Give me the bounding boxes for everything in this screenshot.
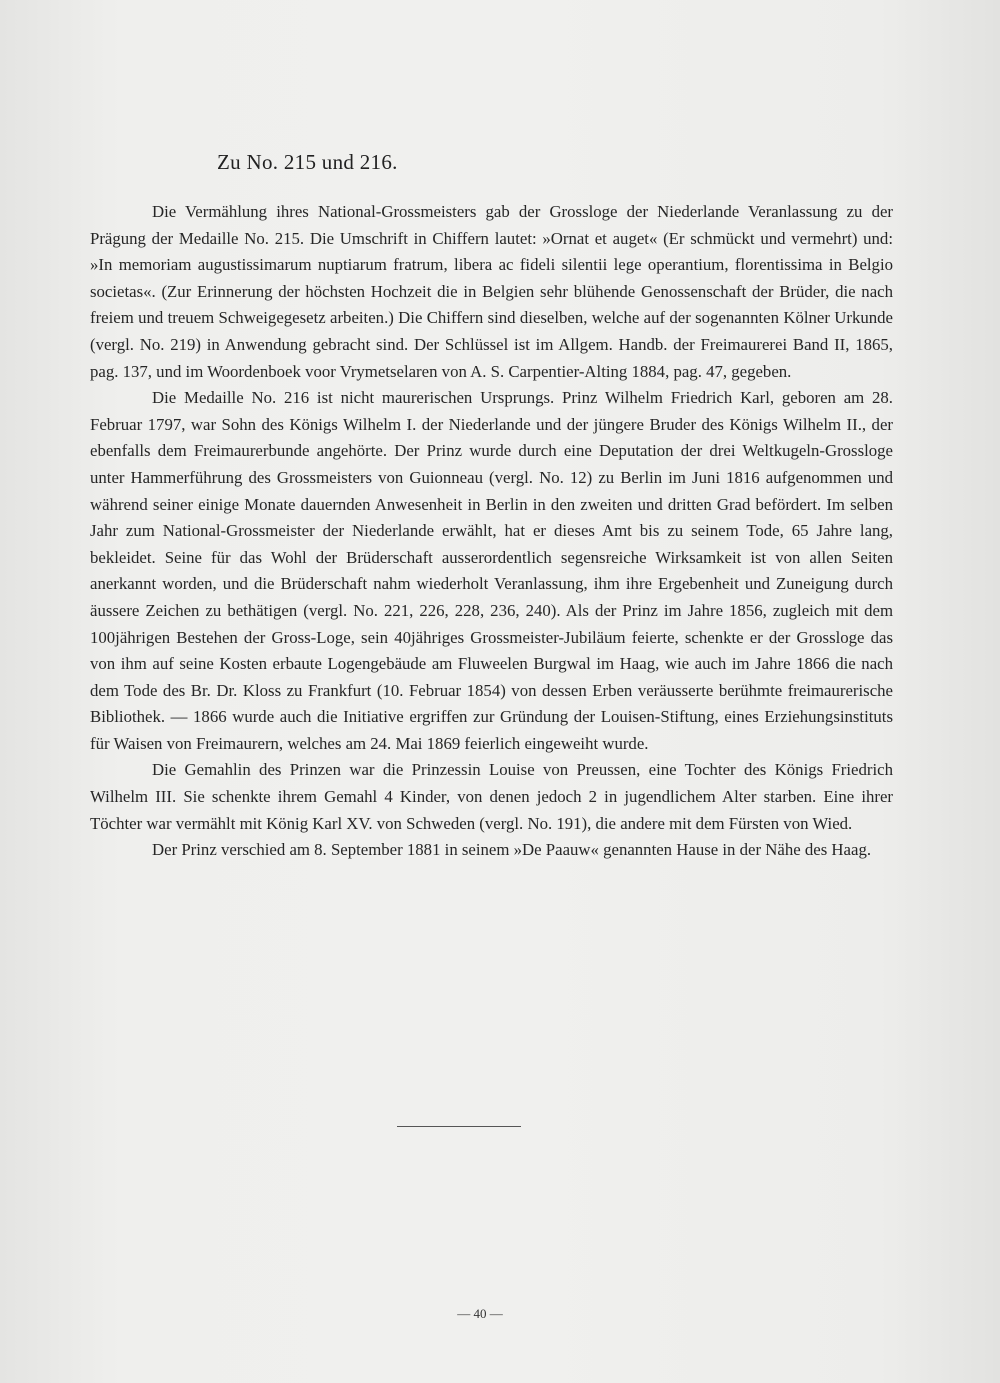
page-number: — 40 — <box>457 1306 503 1321</box>
section-heading: Zu No. 215 und 216. <box>217 150 398 174</box>
paragraph-spouse: Die Gemahlin des Prinzen war die Prinzessin Louise von Preussen, eine Tochter des Königs Friedrich Wilhelm III. Sie schenkte ihrem Gemahl 4 Kinder, von denen jedoch 2 in jugendlichem Alter starben. Eine ihrer Töchter war vermählt mit König Karl XV. von Schweden (vergl. No. 191), die andere mit dem Fürsten von Wied. <box>90 760 893 833</box>
section-divider <box>397 1126 521 1127</box>
paragraph-medal-215: Die Vermählung ihres National-Grossmeisters gab der Grossloge der Niederlande Veranlassung zu der Prägung der Medaille No. 215. Die Umschrift in Chiffern lautet: »Ornat et auget« (Er schmückt und vermehrt) und: »In memoriam augustissimarum nuptiarum fratrum, libera ac fideli silentii lege operantium, florentissima in Belgio societas«. (Zur Erinnerung der höchsten Hochzeit die in Belgien sehr blühende Genossenschaft der Brüder, die nach freiem und treuem Schweigegesetz arbeiten.) Die Chiffern sind dieselben, welche auf der sogenannten Kölner Urkunde (vergl. No. 219) in Anwendung gebracht sind. Der Schlüssel ist im Allgem. Handb. der Freimaurerei Band II, 1865, pag. 137, und im Woordenboek voor Vrymetselaren von A. S. Carpentier-Alting 1884, pag. 47, gegeben. <box>90 202 893 381</box>
body-text <box>90 199 893 864</box>
paragraph-death: Der Prinz verschied am 8. September 1881 in seinem »De Paauw« genannten Hause in der Nähe des Haag. <box>152 840 872 860</box>
paragraph-medal-216: Die Medaille No. 216 ist nicht maurerischen Ursprungs. Prinz Wilhelm Friedrich Karl, geboren am 28. Februar 1797, war Sohn des Königs Wilhelm I. der Niederlande und der jüngere Bruder des Königs Wilhelm II., der ebenfalls dem Freimaurerbunde angehörte. Der Prinz wurde durch eine Deputation der drei Weltkugeln-Grossloge unter Hammerführung des Grossmeisters von Guionneau (vergl. No. 12) zu Berlin im Juni 1816 aufgenommen und während seiner einige Monate dauernden Anwesenheit in Berlin in den zweiten und dritten Grad befördert. Im selben Jahr zum National-Grossmeister der Niederlande erwählt, hat er dieses Amt bis zu seinem Tode, 65 Jahre lang, bekleidet. Seine für das Wohl der Brüderschaft ausserordentlich segensreiche Wirksamkeit ist von allen Seiten anerkannt worden, und die Brüderschaft nahm wiederholt Veranlassung, ihm ihre Ergebenheit und Zuneigung durch äussere Zeichen zu bethätigen (vergl. No. 221, 226, 228, 236, 240). Als der Prinz im Jahre 1856, zugleich mit dem 100jährigen Bestehen der Gross-Loge, sein 40jähriges Grossmeister-Jubiläum feierte, schenkte er der Grossloge das von ihm auf seine Kosten erbaute Logengebäude am Fluweelen Burgwal im Haag, wie auch im Jahre 1866 die nach dem Tode des Br. Dr. Kloss zu Frankfurt (10. Februar 1854) von dessen Erben veräusserte berühmte freimaurerische Bibliothek. — 1866 wurde auch die Initiative ergriffen zur Gründung der Louisen-Stiftung, eines Erziehungsinstituts für Waisen von Freimaurern, welches am 24. Mai 1869 feierlich eingeweiht wurde. <box>90 388 893 753</box>
